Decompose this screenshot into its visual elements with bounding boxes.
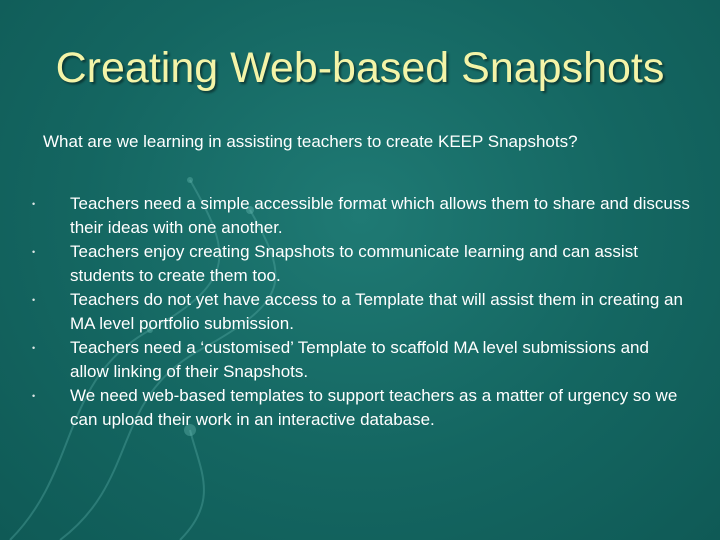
slide-subtitle: What are we learning in assisting teachers to create KEEP Snapshots? — [43, 132, 578, 151]
slide-title: Creating Web-based Snapshots — [55, 44, 665, 92]
bullet-item: • We need web-based templates to support teachers as a matter of urgency so we can upload their work in an interactive database. — [70, 384, 690, 432]
bullet-item: • Teachers enjoy creating Snapshots to communicate learning and can assist students to create them too. — [70, 240, 690, 288]
bullet-list — [70, 192, 690, 432]
bullet-item: • Teachers do not yet have access to a Template that will assist them in creating an MA level portfolio submission. — [70, 288, 690, 336]
bullet-item: • Teachers need a simple accessible format which allows them to share and discuss their ideas with one another. — [70, 192, 690, 240]
bullet-item: • Teachers need a ‘customised’ Template to scaffold MA level submissions and allow linking of their Snapshots. — [70, 336, 690, 384]
